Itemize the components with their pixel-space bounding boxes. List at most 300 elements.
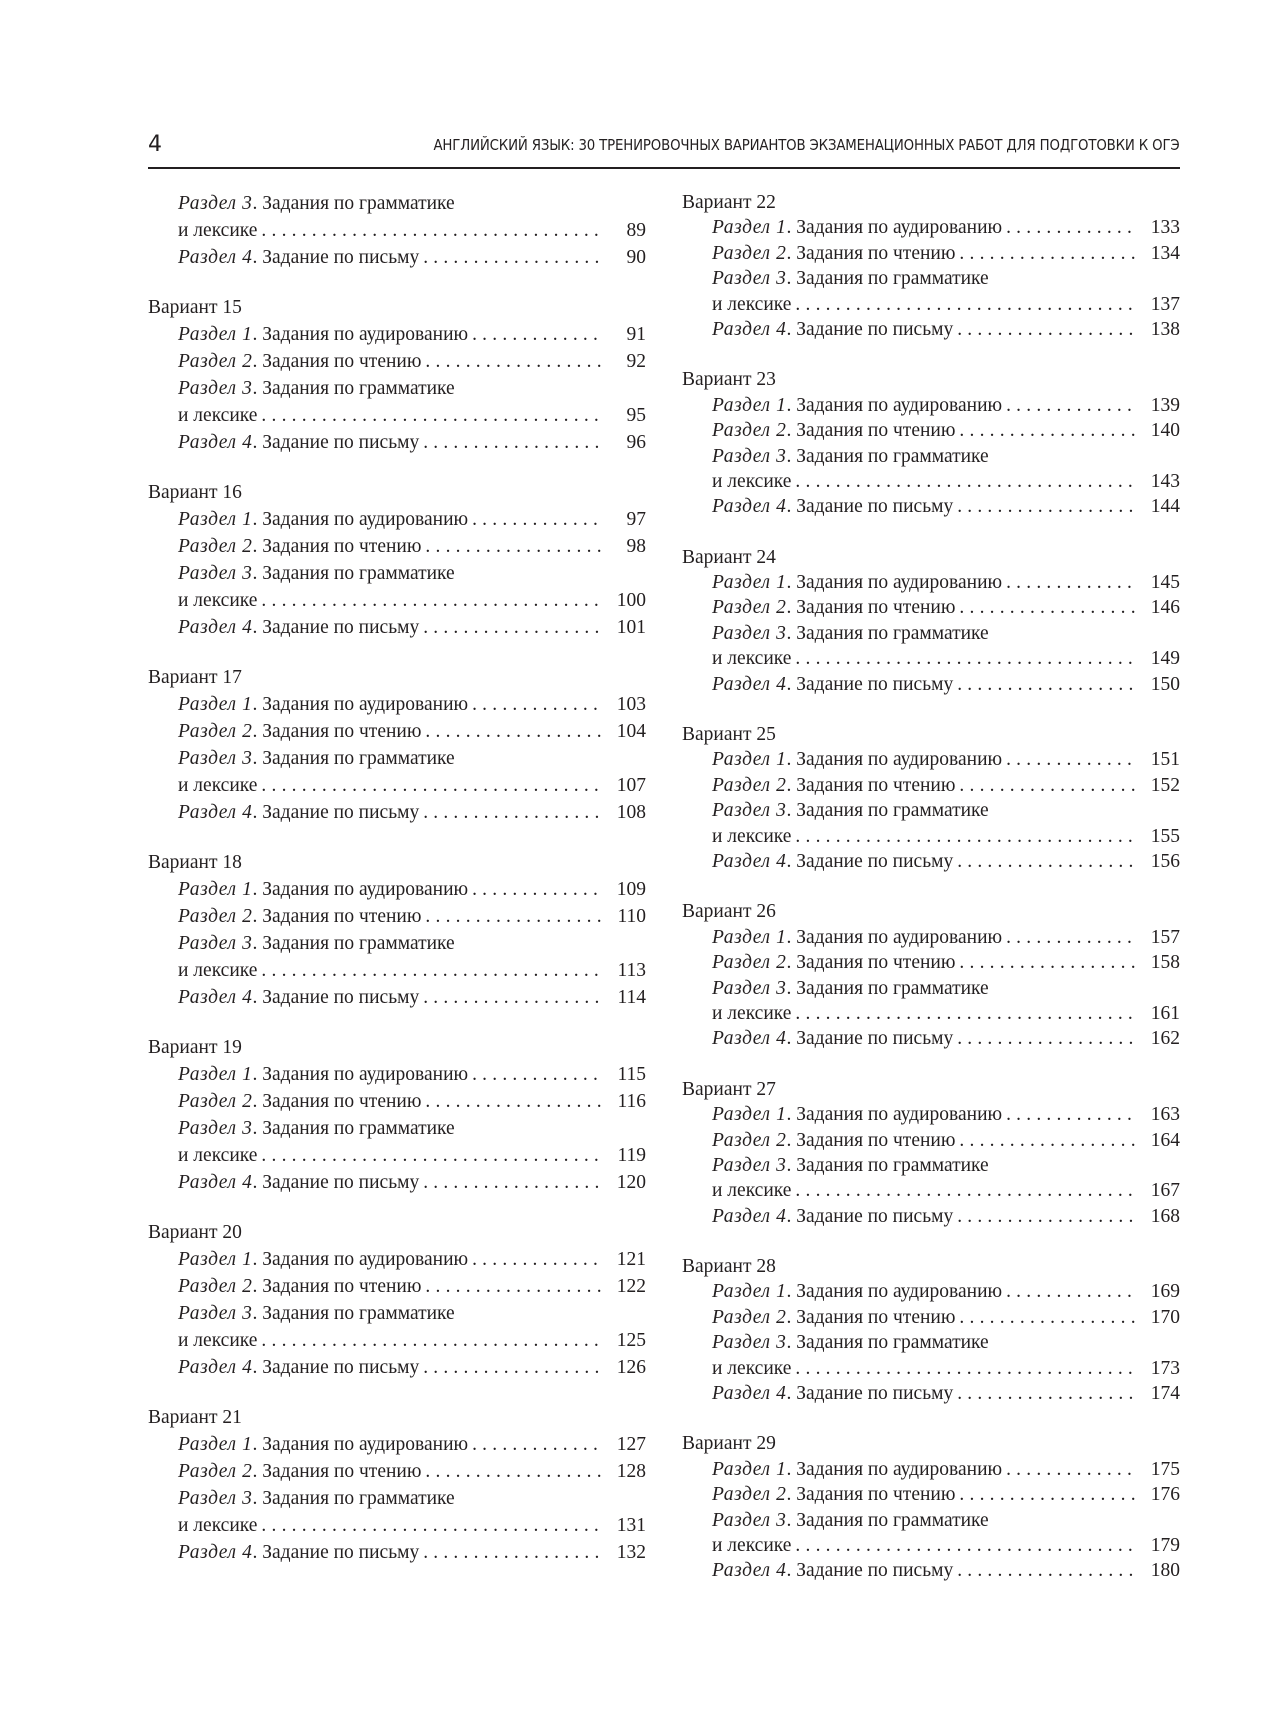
section-number: Раздел 2 — [712, 420, 787, 442]
variant-title[interactable]: Вариант 23 — [682, 369, 776, 391]
entry-label — [178, 1088, 421, 1115]
toc-entry[interactable] — [148, 1485, 646, 1512]
entry-label — [178, 1115, 455, 1142]
dot-leader — [795, 1178, 1138, 1203]
variant-title[interactable]: Вариант 26 — [682, 901, 776, 923]
dot-leader — [472, 321, 604, 348]
variant-title[interactable]: Вариант 19 — [148, 1037, 242, 1058]
entry-text: . Задание по письму — [252, 987, 420, 1008]
variant-title[interactable]: Вариант 28 — [682, 1256, 776, 1278]
entry-text: . Задания по аудированию — [252, 1064, 469, 1085]
toc-entry[interactable] — [148, 1354, 646, 1381]
page-ref[interactable]: 122 — [616, 1276, 646, 1297]
page-ref[interactable]: 139 — [1150, 394, 1180, 416]
entry-label — [712, 241, 955, 266]
page-ref[interactable]: 155 — [1150, 825, 1180, 847]
entry-label — [712, 494, 953, 519]
section-number: Раздел 4 — [178, 432, 253, 453]
variant-title[interactable]: Вариант 24 — [682, 546, 776, 568]
toc-entry[interactable] — [148, 957, 646, 984]
toc-entry[interactable] — [682, 494, 1180, 519]
toc-entry[interactable] — [682, 950, 1180, 975]
variant-title[interactable]: Вариант 20 — [148, 1222, 242, 1243]
dot-leader — [1006, 215, 1138, 240]
toc-variant-group — [148, 1219, 646, 1381]
toc-entry[interactable] — [682, 646, 1180, 671]
toc-entry[interactable] — [148, 718, 646, 745]
page-ref[interactable]: 167 — [1150, 1180, 1180, 1202]
page-ref[interactable]: 97 — [626, 509, 646, 530]
page-ref[interactable]: 89 — [626, 220, 646, 241]
variant-title[interactable]: Вариант 21 — [148, 1407, 242, 1428]
entry-text: и лексике — [178, 775, 258, 796]
section-number: Раздел 2 — [712, 242, 787, 264]
entry-label — [178, 772, 257, 799]
toc-entry[interactable] — [682, 1356, 1180, 1381]
toc-entry[interactable] — [682, 1330, 1180, 1355]
toc-entry[interactable] — [682, 773, 1180, 798]
dot-leader — [425, 1088, 604, 1115]
section-number: Раздел 1 — [178, 1064, 253, 1085]
page-ref[interactable]: 109 — [616, 879, 646, 900]
entry-label — [712, 950, 955, 975]
entry-text: . Задания по чтению — [786, 1306, 956, 1328]
section-number: Раздел 4 — [712, 318, 787, 340]
toc-entry[interactable] — [148, 1061, 646, 1088]
dot-leader — [957, 1204, 1138, 1229]
entry-text: . Задание по письму — [786, 850, 954, 872]
page-ref[interactable]: 152 — [1150, 774, 1180, 796]
section-number: Раздел 2 — [712, 1306, 787, 1328]
page-ref[interactable]: 131 — [616, 1515, 646, 1536]
toc-entry[interactable] — [682, 1381, 1180, 1406]
dot-leader — [959, 241, 1138, 266]
entry-text: . Задания по аудированию — [252, 1249, 469, 1270]
entry-label — [178, 348, 421, 375]
page-ref[interactable]: 137 — [1150, 293, 1180, 315]
toc-entry[interactable] — [148, 244, 646, 271]
entry-label — [178, 957, 257, 984]
page-ref[interactable]: 132 — [616, 1542, 646, 1563]
toc-entry[interactable] — [148, 1115, 646, 1142]
toc-entry[interactable] — [682, 1204, 1180, 1229]
variant-title[interactable]: Вариант 16 — [148, 482, 242, 503]
entry-label — [178, 1142, 257, 1169]
toc-entry[interactable] — [148, 876, 646, 903]
entry-label — [712, 1178, 791, 1203]
entry-label — [178, 1458, 421, 1485]
entry-text: . Задание по письму — [786, 318, 954, 340]
entry-label — [712, 824, 791, 849]
page-ref[interactable]: 113 — [617, 960, 646, 981]
page-ref[interactable]: 128 — [616, 1461, 646, 1482]
entry-label — [178, 429, 419, 456]
entry-text: и лексике — [712, 825, 792, 847]
toc-entry[interactable] — [682, 292, 1180, 317]
section-number: Раздел 3 — [178, 563, 253, 584]
dot-leader — [423, 799, 604, 826]
page-ref[interactable]: 151 — [1150, 749, 1180, 771]
toc-variant-group — [682, 367, 1180, 519]
toc-entry[interactable] — [148, 1246, 646, 1273]
section-number: Раздел 3 — [712, 977, 787, 999]
toc-entry[interactable] — [148, 217, 646, 244]
page-ref[interactable]: 150 — [1150, 673, 1180, 695]
page-ref[interactable]: 125 — [616, 1330, 646, 1351]
entry-label — [178, 402, 257, 429]
entry-text: . Задания по чтению — [252, 721, 422, 742]
toc-entry[interactable] — [682, 621, 1180, 646]
toc-entry[interactable] — [682, 824, 1180, 849]
toc-entry[interactable] — [148, 772, 646, 799]
toc-entry[interactable] — [682, 1457, 1180, 1482]
toc-entry[interactable] — [682, 672, 1180, 697]
section-number: Раздел 3 — [712, 268, 787, 290]
toc-entry[interactable] — [148, 1327, 646, 1354]
toc-entry[interactable] — [682, 747, 1180, 772]
page-ref[interactable]: 174 — [1150, 1383, 1180, 1405]
entry-label — [178, 190, 455, 217]
section-number: Раздел 2 — [712, 597, 787, 619]
entry-text: . Задание по письму — [786, 496, 954, 518]
toc-entry[interactable] — [148, 903, 646, 930]
variant-title[interactable]: Вариант 18 — [148, 852, 242, 873]
section-number: Раздел 2 — [712, 952, 787, 974]
variant-title[interactable]: Вариант 25 — [682, 724, 776, 746]
entry-label — [712, 1153, 989, 1178]
toc-variant-group — [682, 1254, 1180, 1406]
page-ref[interactable]: 134 — [1150, 242, 1180, 264]
dot-leader — [423, 984, 604, 1011]
page-ref[interactable]: 145 — [1150, 572, 1180, 594]
section-number: Раздел 3 — [178, 193, 253, 214]
toc-entry[interactable] — [682, 215, 1180, 240]
toc-entry[interactable] — [148, 506, 646, 533]
entry-text: . Задание по письму — [786, 673, 954, 695]
page-ref[interactable]: 96 — [626, 432, 646, 453]
entry-label — [178, 1273, 421, 1300]
toc-entry[interactable] — [148, 321, 646, 348]
entry-text: и лексике — [178, 405, 258, 426]
page-ref[interactable]: 98 — [626, 536, 646, 557]
toc-entry[interactable] — [148, 1169, 646, 1196]
entry-text: . Задание по письму — [786, 1560, 954, 1582]
dot-leader — [261, 402, 604, 429]
entry-text: . Задание по письму — [252, 802, 420, 823]
entry-text: . Задания по аудированию — [786, 749, 1003, 771]
page-ref[interactable]: 176 — [1150, 1484, 1180, 1506]
toc-entry[interactable] — [148, 1300, 646, 1327]
variant-title[interactable]: Вариант 15 — [148, 297, 242, 318]
section-number: Раздел 2 — [178, 1091, 253, 1112]
entry-label — [178, 799, 419, 826]
section-number: Раздел 3 — [712, 622, 787, 644]
section-number: Раздел 4 — [712, 1383, 787, 1405]
entry-label — [178, 1354, 419, 1381]
dot-leader — [472, 506, 604, 533]
page-ref[interactable]: 168 — [1150, 1205, 1180, 1227]
toc-entry[interactable] — [148, 614, 646, 641]
entry-text: . Задание по письму — [252, 1357, 420, 1378]
toc-entry[interactable] — [682, 976, 1180, 1001]
page-ref[interactable]: 143 — [1150, 470, 1180, 492]
page-ref[interactable]: 146 — [1150, 597, 1180, 619]
toc-entry[interactable] — [148, 984, 646, 1011]
toc-entry[interactable] — [682, 849, 1180, 874]
toc-entry[interactable] — [148, 375, 646, 402]
toc-entry[interactable] — [682, 469, 1180, 494]
entry-text: и лексике — [712, 1357, 792, 1379]
entry-text: . Задания по чтению — [786, 420, 956, 442]
entry-text: . Задания по грамматике — [252, 378, 455, 399]
toc-entry[interactable] — [682, 266, 1180, 291]
dot-leader — [957, 317, 1138, 342]
entry-label — [712, 1279, 1002, 1304]
page-ref[interactable]: 110 — [617, 906, 646, 927]
entry-text: . Задания по грамматике — [252, 193, 455, 214]
entry-text: . Задания по аудированию — [786, 1104, 1003, 1126]
entry-text: . Задания по грамматике — [786, 1154, 989, 1176]
page-ref[interactable]: 107 — [616, 775, 646, 796]
page-ref[interactable]: 127 — [616, 1434, 646, 1455]
section-number: Раздел 1 — [712, 1104, 787, 1126]
entry-text: . Задания по грамматике — [252, 1118, 455, 1139]
toc-entry[interactable] — [682, 798, 1180, 823]
entry-label — [178, 506, 468, 533]
toc-entry[interactable] — [148, 560, 646, 587]
toc-entry[interactable] — [148, 1431, 646, 1458]
entry-text: и лексике — [712, 1002, 792, 1024]
toc-entry[interactable] — [148, 1273, 646, 1300]
page-ref[interactable]: 120 — [616, 1172, 646, 1193]
dot-leader — [423, 429, 604, 456]
toc-entry[interactable] — [682, 1508, 1180, 1533]
entry-text: . Задания по чтению — [252, 906, 422, 927]
page-ref[interactable]: 92 — [626, 351, 646, 372]
page-ref[interactable]: 119 — [617, 1145, 646, 1166]
page-ref[interactable]: 126 — [616, 1357, 646, 1378]
running-title: АНГЛИЙСКИЙ ЯЗЫК: 30 ТРЕНИРОВОЧНЫХ ВАРИАНТОВ ЭКЗАМЕНАЦИОННЫХ РАБОТ ДЛЯ ПОДГОТОВКИ К ОГЭ — [433, 136, 1180, 154]
page-ref[interactable]: 144 — [1150, 496, 1180, 518]
section-number: Раздел 3 — [178, 748, 253, 769]
toc-entry[interactable] — [682, 570, 1180, 595]
toc-entry[interactable] — [682, 595, 1180, 620]
toc-entry[interactable] — [148, 587, 646, 614]
page-ref[interactable]: 101 — [616, 617, 646, 638]
dot-leader — [959, 1128, 1138, 1153]
toc-entry[interactable] — [148, 1539, 646, 1566]
page-ref[interactable]: 175 — [1150, 1458, 1180, 1480]
page-ref[interactable]: 108 — [616, 802, 646, 823]
entry-label — [712, 646, 791, 671]
entry-text: . Задания по аудированию — [786, 1458, 1003, 1480]
entry-label — [712, 1330, 989, 1355]
toc-entry[interactable] — [148, 745, 646, 772]
section-number: Раздел 2 — [712, 1129, 787, 1151]
toc-variant-group — [148, 479, 646, 641]
toc-entry[interactable] — [682, 1533, 1180, 1558]
entry-label — [712, 976, 989, 1001]
entry-text: . Задание по письму — [252, 432, 420, 453]
section-number: Раздел 1 — [712, 394, 787, 416]
page-ref[interactable]: 163 — [1150, 1104, 1180, 1126]
page-ref[interactable]: 140 — [1150, 420, 1180, 442]
entry-text: . Задания по аудированию — [252, 1434, 469, 1455]
section-number: Раздел 4 — [712, 1028, 787, 1050]
section-number: Раздел 4 — [178, 1172, 253, 1193]
entry-label — [712, 1305, 955, 1330]
page-ref[interactable]: 138 — [1150, 318, 1180, 340]
entry-label — [712, 570, 1002, 595]
section-number: Раздел 3 — [178, 1303, 253, 1324]
dot-leader — [957, 672, 1138, 697]
dot-leader — [795, 1533, 1138, 1558]
entry-text: . Задания по аудированию — [252, 879, 469, 900]
toc-entry[interactable] — [148, 1458, 646, 1485]
page-ref[interactable]: 158 — [1150, 952, 1180, 974]
entry-label — [712, 1001, 791, 1026]
dot-leader — [959, 773, 1138, 798]
page-ref[interactable]: 149 — [1150, 648, 1180, 670]
entry-text: . Задания по чтению — [252, 1276, 422, 1297]
section-number: Раздел 1 — [178, 1434, 253, 1455]
variant-title[interactable]: Вариант 22 — [682, 192, 776, 213]
section-number: Раздел 3 — [712, 1332, 787, 1354]
toc-entry[interactable] — [682, 925, 1180, 950]
entry-text: и лексике — [178, 960, 258, 981]
entry-text: . Задания по грамматике — [252, 1488, 455, 1509]
dot-leader — [957, 1026, 1138, 1051]
toc-variant-group — [148, 294, 646, 456]
page-ref[interactable]: 162 — [1150, 1028, 1180, 1050]
toc-entry[interactable] — [682, 1026, 1180, 1051]
toc-entry[interactable] — [148, 190, 646, 217]
variant-title[interactable]: Вариант 27 — [682, 1078, 776, 1100]
section-number: Раздел 2 — [178, 1461, 253, 1482]
entry-text: . Задания по грамматике — [786, 445, 989, 467]
entry-text: . Задания по грамматике — [786, 622, 989, 644]
toc-entry[interactable] — [682, 1279, 1180, 1304]
dot-leader — [425, 1273, 604, 1300]
dot-leader — [959, 950, 1138, 975]
page-ref[interactable]: 115 — [617, 1064, 646, 1085]
toc-entry[interactable] — [148, 1512, 646, 1539]
toc-column-right — [682, 190, 1180, 1609]
page-ref[interactable]: 103 — [616, 694, 646, 715]
page-ref[interactable]: 169 — [1150, 1281, 1180, 1303]
entry-label — [178, 930, 455, 957]
toc-entry[interactable] — [682, 1102, 1180, 1127]
toc-entry[interactable] — [682, 393, 1180, 418]
toc-entry[interactable] — [682, 444, 1180, 469]
dot-leader — [472, 1246, 604, 1273]
toc-entry[interactable] — [682, 418, 1180, 443]
entry-text: и лексике — [178, 220, 258, 241]
toc-entry[interactable] — [148, 402, 646, 429]
toc-entry[interactable] — [148, 429, 646, 456]
dot-leader — [957, 1558, 1138, 1583]
page-ref[interactable]: 91 — [626, 324, 646, 345]
page-ref[interactable]: 95 — [626, 405, 646, 426]
entry-text: . Задания по грамматике — [786, 268, 989, 290]
dot-leader — [425, 903, 604, 930]
toc-entry[interactable] — [682, 317, 1180, 342]
dot-leader — [261, 1327, 604, 1354]
page-ref[interactable]: 179 — [1150, 1534, 1180, 1556]
toc-entry[interactable] — [682, 1305, 1180, 1330]
toc-entry[interactable] — [682, 1153, 1180, 1178]
toc-entry[interactable] — [682, 1558, 1180, 1583]
page-ref[interactable]: 133 — [1150, 217, 1180, 239]
toc-entry[interactable] — [148, 348, 646, 375]
page-ref[interactable]: 180 — [1150, 1560, 1180, 1582]
entry-label — [178, 745, 455, 772]
page-ref[interactable]: 161 — [1150, 1002, 1180, 1024]
entry-text: и лексике — [712, 1534, 792, 1556]
entry-label — [712, 444, 989, 469]
page-ref[interactable]: 157 — [1150, 926, 1180, 948]
toc-entry[interactable] — [682, 241, 1180, 266]
page-ref[interactable]: 164 — [1150, 1129, 1180, 1151]
page-ref[interactable]: 170 — [1150, 1306, 1180, 1328]
entry-label — [712, 621, 989, 646]
entry-label — [712, 317, 953, 342]
toc-entry[interactable] — [148, 799, 646, 826]
entry-text: . Задания по чтению — [252, 351, 422, 372]
section-number: Раздел 1 — [178, 694, 253, 715]
toc-variant-group — [148, 190, 646, 271]
entry-label — [712, 215, 1002, 240]
entry-label — [178, 533, 421, 560]
page-ref[interactable]: 116 — [617, 1091, 646, 1112]
dot-leader — [795, 292, 1138, 317]
entry-text: и лексике — [712, 470, 792, 492]
toc-variant-group — [682, 1431, 1180, 1583]
toc-entry[interactable] — [148, 930, 646, 957]
entry-label — [712, 1508, 989, 1533]
toc-entry[interactable] — [148, 533, 646, 560]
dot-leader — [261, 1142, 604, 1169]
page-ref[interactable]: 173 — [1150, 1357, 1180, 1379]
entry-label — [178, 1431, 468, 1458]
page-ref[interactable]: 104 — [616, 721, 646, 742]
toc-variant-group — [682, 190, 1180, 342]
page-ref[interactable]: 121 — [616, 1249, 646, 1270]
toc-entry[interactable] — [682, 1128, 1180, 1153]
entry-label — [178, 1539, 419, 1566]
section-number: Раздел 1 — [712, 1281, 787, 1303]
section-number: Раздел 4 — [178, 1357, 253, 1378]
toc-entry[interactable] — [148, 1088, 646, 1115]
variant-title[interactable]: Вариант 17 — [148, 667, 242, 688]
toc-entry[interactable] — [682, 1178, 1180, 1203]
toc-entry[interactable] — [682, 1001, 1180, 1026]
variant-title[interactable]: Вариант 29 — [682, 1433, 776, 1455]
entry-label — [178, 1061, 468, 1088]
toc-entry[interactable] — [682, 1482, 1180, 1507]
page-ref[interactable]: 100 — [616, 590, 646, 611]
toc-variant-group — [682, 899, 1180, 1051]
toc-entry[interactable] — [148, 691, 646, 718]
entry-label — [712, 393, 1002, 418]
section-number: Раздел 2 — [712, 1484, 787, 1506]
page-ref[interactable]: 114 — [617, 987, 646, 1008]
page-ref[interactable]: 90 — [626, 247, 646, 268]
toc-entry[interactable] — [148, 1142, 646, 1169]
entry-label — [178, 1246, 468, 1273]
entry-text: . Задания по аудированию — [786, 572, 1003, 594]
page-ref[interactable]: 156 — [1150, 850, 1180, 872]
